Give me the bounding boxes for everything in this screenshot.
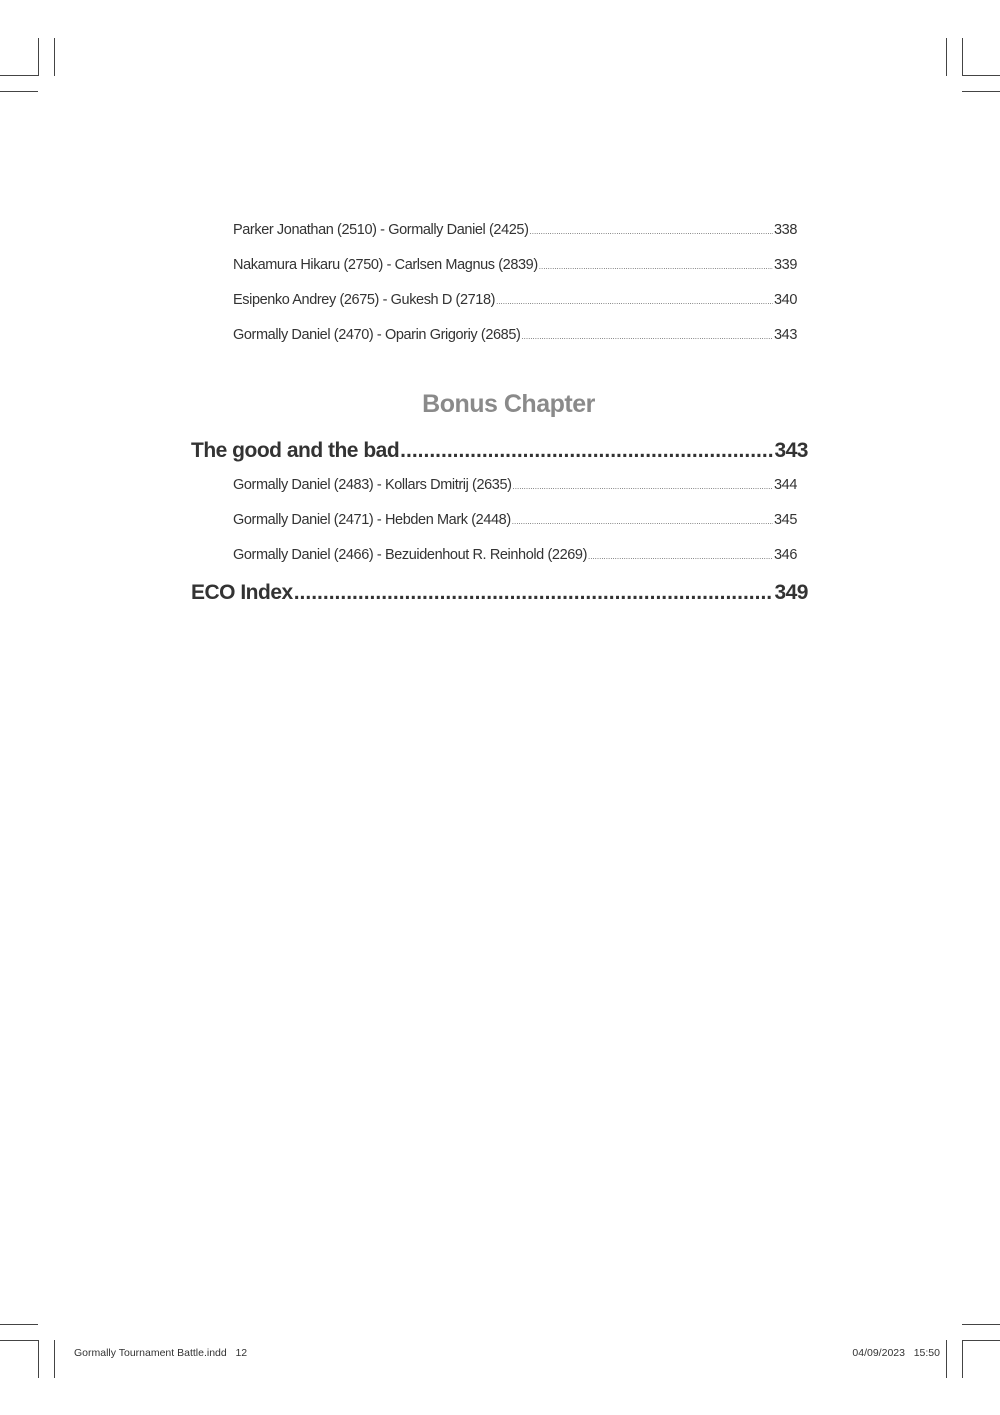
toc-dot-leader <box>513 477 773 493</box>
crop-mark <box>0 91 38 92</box>
toc-game-entry <box>233 222 797 238</box>
toc-dot-leader <box>588 547 773 563</box>
slug-datetime: 04/09/2023 15:50 <box>852 1347 940 1359</box>
crop-mark <box>962 91 1000 92</box>
toc-chapter-label: ECO Index <box>191 581 293 604</box>
toc-game-entry <box>233 292 797 308</box>
crop-mark <box>962 1324 1000 1325</box>
section-heading: Bonus Chapter <box>422 390 595 418</box>
crop-mark <box>962 75 1000 76</box>
toc-dot-leader <box>521 327 773 343</box>
crop-mark <box>38 1340 39 1378</box>
toc-dot-leader <box>530 222 773 238</box>
crop-mark <box>54 1340 55 1378</box>
crop-mark <box>0 1340 38 1341</box>
toc-entry-label: Gormally Daniel (2483) - Kollars Dmitrij (2635) <box>233 477 512 493</box>
toc-game-entry <box>233 547 797 563</box>
toc-chapter-page: 349 <box>774 581 808 604</box>
toc-game-entry <box>233 512 797 528</box>
toc-entry-label: Parker Jonathan (2510) - Gormally Daniel (2425) <box>233 222 529 238</box>
crop-mark <box>0 1324 38 1325</box>
toc-entry-page: 346 <box>774 547 797 563</box>
toc-entry-label: Esipenko Andrey (2675) - Gukesh D (2718) <box>233 292 496 308</box>
toc-entry-page: 340 <box>774 292 797 308</box>
toc-entry-label: Gormally Daniel (2471) - Hebden Mark (2448) <box>233 512 511 528</box>
toc-game-entry <box>233 257 797 273</box>
toc-chapter-page: 343 <box>774 439 808 462</box>
crop-mark <box>946 1340 947 1378</box>
crop-mark <box>962 1340 963 1378</box>
toc-entry-page: 345 <box>774 512 797 528</box>
toc-chapter-entry <box>191 439 808 463</box>
toc-game-entry <box>233 327 797 343</box>
toc-chapter-label: The good and the bad <box>191 439 400 462</box>
toc-dot-leader <box>512 512 773 528</box>
crop-mark <box>54 38 55 76</box>
crop-mark <box>38 38 39 76</box>
toc-dot-leader <box>294 581 774 605</box>
toc-entry-page: 344 <box>774 477 797 493</box>
toc-entry-page: 338 <box>774 222 797 238</box>
toc-entry-page: 339 <box>774 257 797 273</box>
toc-entry-page: 343 <box>774 327 797 343</box>
crop-mark <box>962 38 963 76</box>
slug-filename: Gormally Tournament Battle.indd 12 <box>74 1347 248 1359</box>
toc-entry-label: Nakamura Hikaru (2750) - Carlsen Magnus (2839) <box>233 257 538 273</box>
toc-entry-label: Gormally Daniel (2466) - Bezuidenhout R. Reinhold (2269) <box>233 547 587 563</box>
toc-dot-leader <box>496 292 773 308</box>
crop-mark <box>0 75 38 76</box>
toc-chapter-entry <box>191 581 808 605</box>
toc-game-entry <box>233 477 797 493</box>
toc-dot-leader <box>400 439 773 463</box>
toc-entry-label: Gormally Daniel (2470) - Oparin Grigoriy (2685) <box>233 327 521 343</box>
crop-mark <box>962 1340 1000 1341</box>
crop-mark <box>946 38 947 76</box>
toc-dot-leader <box>539 257 773 273</box>
